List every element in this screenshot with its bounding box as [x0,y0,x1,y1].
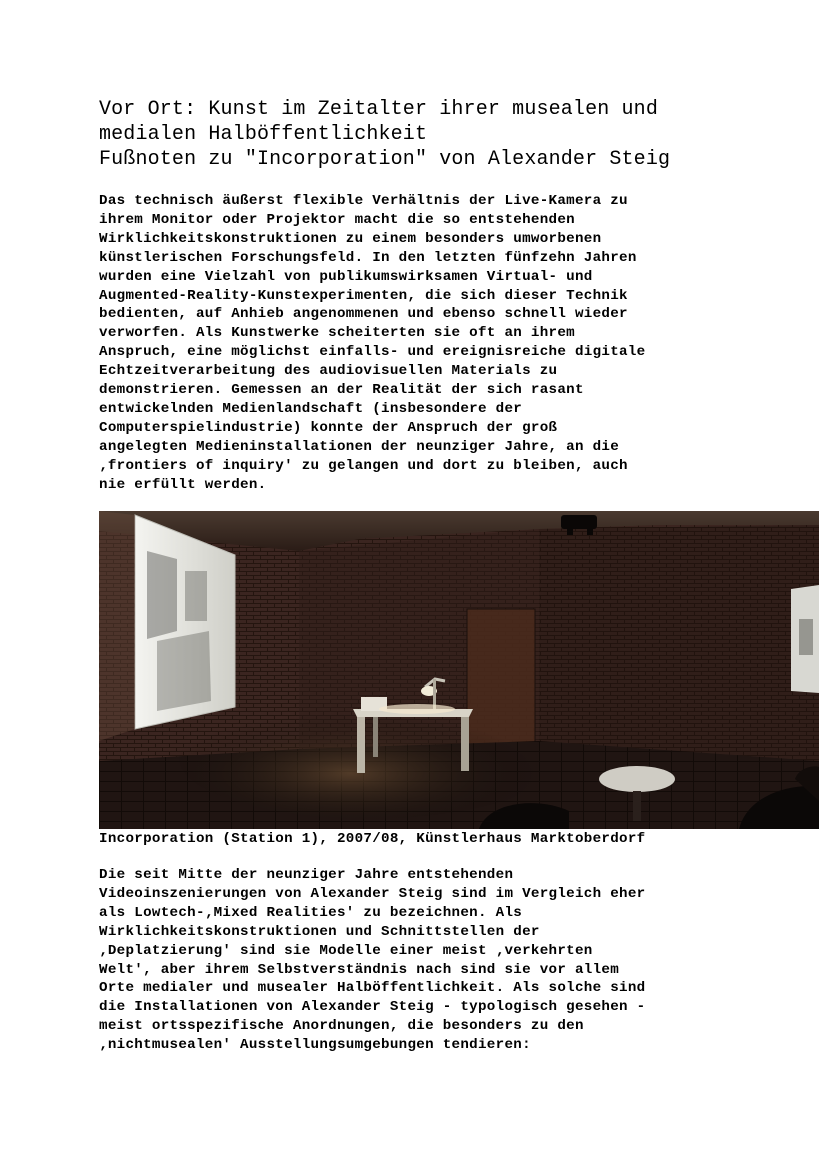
title-line: medialen Halböffentlichkeit [99,123,428,146]
paragraph-line: Die seit Mitte der neunziger Jahre entstehenden [99,867,514,883]
paragraph-line: künstlerischen Forschungsfeld. In den letzten fünfzehn Jahren [99,249,637,266]
paragraph-line: verworfen. Als Kunstwerke scheiterten sie oft an ihrem [99,325,575,342]
paragraph-line: Welt', aber ihrem Selbstverständnis nach sind sie vor allem [99,961,620,978]
intro-paragraph [99,192,759,495]
title-line: Vor Ort: Kunst im Zeitalter ihrer musealen und [99,98,658,121]
installation-photo [99,511,819,829]
paragraph-line: Wirklichkeitskonstruktionen zu einem besonders umworbenen [99,230,602,247]
paragraph-line: die Installationen von Alexander Steig - typologisch gesehen - [99,999,646,1016]
paragraph-line: Computerspielindustrie) konnte der Anspruch der groß [99,419,558,436]
paragraph-line: Das technisch äußerst flexible Verhältnis der Live-Kamera zu [99,193,628,209]
paragraph-line: Wirklichkeitskonstruktionen und Schnittstellen der [99,923,540,940]
paragraph-line: ‚nichtmusealen' Ausstellungsumgebungen tendieren: [99,1037,531,1054]
paragraph-line: ‚Deplatzierung' sind sie Modelle einer meist ‚verkehrten [99,942,593,959]
paragraph-line: als Lowtech-‚Mixed Realities' zu bezeichnen. Als [99,904,523,921]
paragraph-line: entwickelnden Medienlandschaft (insbesondere der [99,400,523,417]
subtitle-line: Fußnoten zu "Incorporation" von Alexander Steig [99,148,671,171]
paragraph-line: Augmented-Reality-Kunstexperimenten, die sich dieser Technik [99,287,628,304]
paragraph-line: bedienten, auf Anhieb angenommenen und ebenso schnell wieder [99,306,628,323]
paragraph-line: Videoinszenierungen von Alexander Steig sind im Vergleich eher [99,885,646,902]
body-paragraph [99,866,759,1055]
paragraph-line: wurden eine Vielzahl von publikumswirksamen Virtual- und [99,268,593,285]
document-title [99,97,799,172]
paragraph-line: nie erfüllt werden. [99,476,267,493]
paragraph-line: meist ortsspezifische Anordnungen, die besonders zu den [99,1018,584,1035]
paragraph-line: demonstrieren. Gemessen an der Realität der sich rasant [99,382,584,399]
paragraph-line: ‚frontiers of inquiry' zu gelangen und dort zu bleiben, auch [99,457,628,474]
paragraph-line: angelegten Medieninstallationen der neunziger Jahre, an die [99,438,620,455]
paragraph-line: Orte medialer und musealer Halböffentlichkeit. Als solche sind [99,980,646,997]
paragraph-line: Echtzeitverarbeitung des audiovisuellen Materials zu [99,363,558,380]
paragraph-line: Anspruch, eine möglichst einfalls- und ereignisreiche digitale [99,344,646,361]
paragraph-line: ihrem Monitor oder Projektor macht die so entstehenden [99,211,575,228]
photo-caption: Incorporation (Station 1), 2007/08, Künstlerhaus Marktoberdorf [99,831,646,847]
